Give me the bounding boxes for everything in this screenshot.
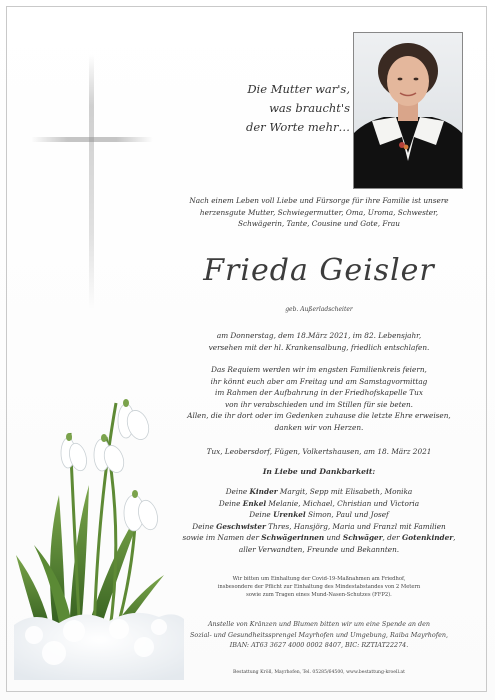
requiem-line: Das Requiem werden wir im engsten Familienkreis feiern, xyxy=(211,365,427,374)
mourner-line: Deine Kinder Margit, Sepp mit Elisabeth, Monika xyxy=(225,487,413,496)
covid-line: sowie zum Tragen eines Mund-Nasen-Schutzes (FFP2). xyxy=(246,592,392,599)
requiem-line: danken wir von Herzen. xyxy=(274,422,364,432)
donation-line: IBAN: AT63 3627 4000 0002 8407, BIC: RZTIAT22274. xyxy=(229,641,409,650)
covid-notice xyxy=(163,575,475,600)
covid-line: Wir bitten um Einhaltung der Covid-19-Maßnahmen am Friedhof, xyxy=(232,576,406,582)
requiem-line: im Rahmen der Aufbahrung in der Friedhofskapelle Tux xyxy=(215,388,423,398)
mourner-line: Deine Geschwister Thres, Hansjörg, Maria und Franzl mit Familien xyxy=(192,521,446,531)
intro-line: Nach einem Leben voll Liebe und Fürsorge für ihre Familie ist unsere xyxy=(189,196,449,205)
passing-line: am Donnerstag, dem 18.März 2021, im 82. Lebensjahr, xyxy=(216,331,422,340)
requiem-text xyxy=(163,364,475,434)
quote-line: was braucht's xyxy=(269,101,350,115)
requiem-line: von ihr verabschieden und im Stillen für sie beten. xyxy=(225,399,413,409)
requiem-line: ihr könnt euch aber am Freitag und am Samstagvormittag xyxy=(210,376,428,386)
maiden-name: geb. Außerladscheiter xyxy=(285,306,353,313)
quote-line: der Worte mehr… xyxy=(246,120,350,134)
deceased-name: Frieda Geisler xyxy=(203,253,435,288)
funeral-home-footer: Bestattung Kröll, Mayrhofen, Tel. 05285/64500, www.bestattung-kroell.at xyxy=(233,670,405,675)
deceased-photo xyxy=(353,32,463,189)
place-date: Tux, Leobersdorf, Fügen, Volkertshausen, am 18. März 2021 xyxy=(206,447,432,456)
covid-line: insbesondere der Pflicht zur Einhaltung des Mindestabstandes von 2 Metern xyxy=(217,584,421,591)
passing-line: versehen mit der hl. Krankensalbung, friedlich entschlafen. xyxy=(208,342,430,352)
donation-line: Sozial- und Gesundheitssprengel Mayrhofen und Umgebung, Raiba Mayrhofen, xyxy=(189,630,449,639)
mourner-line: sowie im Namen der Schwägerinnen und Schwäger, der Gotenkinder, xyxy=(182,533,456,543)
snowdrops-illustration xyxy=(14,385,184,680)
intro-line: herzensgute Mutter, Schwiegermutter, Oma, Uroma, Schwester, xyxy=(199,207,439,217)
cross-horizontal-beam xyxy=(31,137,153,142)
intro-line: Schwägerin, Tante, Cousine und Gote, Frau xyxy=(238,219,400,229)
mourner-line: Deine Urenkel Simon, Paul und Josef xyxy=(249,510,389,520)
mourners-list xyxy=(163,486,475,556)
mourner-line: Deine Enkel Melanie, Michael, Christian und Victoria xyxy=(218,498,420,508)
portrait-image xyxy=(354,33,462,188)
donation-notice xyxy=(163,619,475,651)
passing-text xyxy=(163,330,475,353)
mourners-heading: In Liebe und Dankbarkeit: xyxy=(262,467,376,476)
donation-line: Anstelle von Kränzen und Blumen bitten wir um eine Spende an den xyxy=(207,620,431,628)
cross-vertical-beam xyxy=(89,55,94,310)
intro-text xyxy=(163,195,475,230)
mourner-line: aller Verwandten, Freunde und Bekannten. xyxy=(238,544,400,554)
requiem-line: Allen, die ihr dort oder im Gedenken zuhause die letzte Ehre erweisen, xyxy=(187,411,451,421)
memorial-quote xyxy=(200,80,350,137)
quote-line: Die Mutter war's, xyxy=(247,82,350,96)
